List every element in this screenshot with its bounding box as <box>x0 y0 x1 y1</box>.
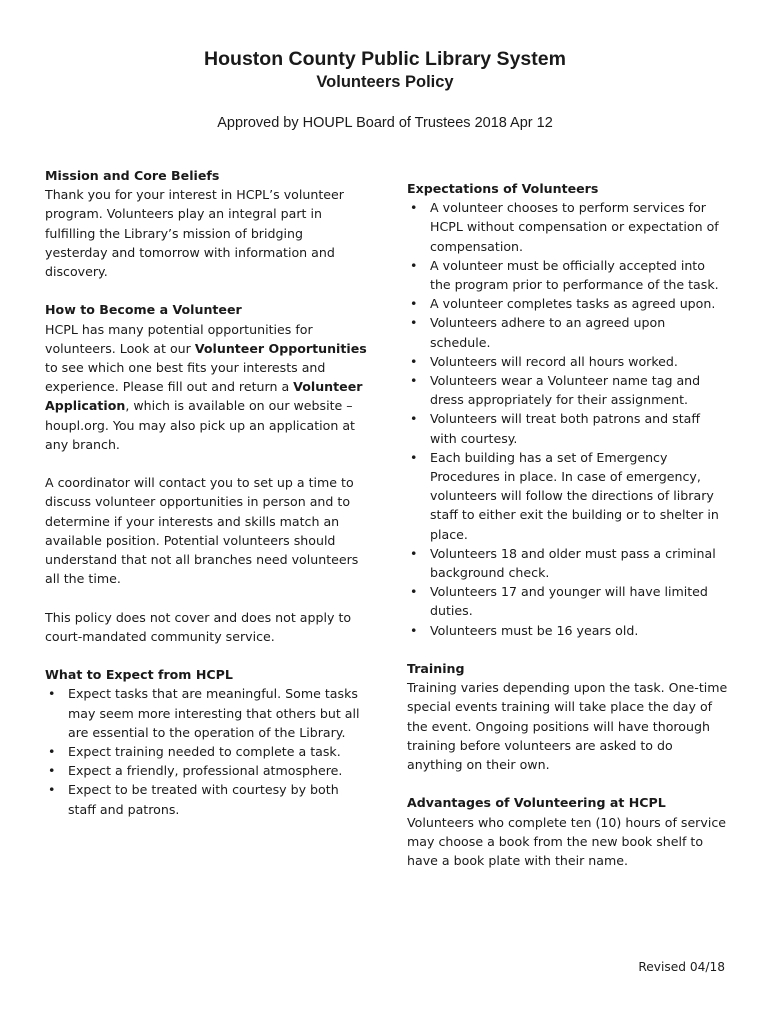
policy-note-text: This policy does not cover and does not apply to court-mandated community service. <box>45 609 352 644</box>
revised-date: Revised 04/18 <box>638 960 725 974</box>
policy-note-section <box>45 608 367 646</box>
list-item <box>45 761 367 780</box>
list-item-text: Each building has a set of Emergency Procedures in place. In case of emergency, volunteers will follow the directions of library staff to either exit the building or to shelter in place. <box>430 449 719 542</box>
list-item <box>407 198 729 256</box>
document-header <box>0 47 770 133</box>
bullet-icon: • <box>410 296 418 312</box>
list-item-text: Expect tasks that are meaningful. Some tasks may seem more interesting that others but all are essential to the operation of the Library. <box>68 686 360 740</box>
list-item <box>407 256 729 294</box>
volunteer-opportunities-term: Volunteer Opportunities <box>194 340 367 356</box>
document-subtitle: Volunteers Policy <box>316 73 454 91</box>
become-volunteer-section <box>45 300 367 454</box>
list-item <box>45 742 367 761</box>
expect-from-hcpl-heading: What to Expect from HCPL <box>45 667 233 683</box>
bullet-icon: • <box>410 622 418 638</box>
mission-section <box>45 166 367 281</box>
coordinator-section <box>45 473 367 588</box>
advantages-heading: Advantages of Volunteering at HCPL <box>407 795 666 811</box>
list-item-text: Volunteers 17 and younger will have limited duties. <box>430 584 708 619</box>
left-column <box>45 166 367 838</box>
bullet-icon: • <box>410 584 418 600</box>
become-volunteer-heading: How to Become a Volunteer <box>45 302 242 318</box>
list-item-text: Volunteers will record all hours worked. <box>430 353 678 369</box>
list-item-text: Expect a friendly, professional atmosphere. <box>68 763 343 779</box>
list-item <box>407 621 729 640</box>
list-item <box>407 448 729 544</box>
list-item-text: A volunteer completes tasks as agreed upon. <box>430 296 716 312</box>
become-text-part-2: to see which one best fits your interests and experience. Please fill out and return a <box>45 360 326 395</box>
list-item-text: Volunteers adhere to an agreed upon schedule. <box>430 315 666 350</box>
bullet-icon: • <box>410 449 418 465</box>
training-heading: Training <box>407 661 465 677</box>
list-item-text: Volunteers must be 16 years old. <box>430 622 639 638</box>
bullet-icon: • <box>48 686 56 702</box>
bullet-icon: • <box>48 763 56 779</box>
list-item <box>45 684 367 742</box>
list-item-text: Expect training needed to complete a task. <box>68 744 341 760</box>
expectations-section <box>407 179 729 640</box>
bullet-icon: • <box>410 411 418 427</box>
mission-text: Thank you for your interest in HCPL’s volunteer program. Volunteers play an integral part in fulfilling the Library’s mission of bridging yesterday and tomorrow with information and discovery. <box>45 187 344 280</box>
bullet-icon: • <box>48 782 56 798</box>
bullet-icon: • <box>410 373 418 389</box>
training-text: Training varies depending upon the task. One-time special events training will take place the day of the event. Ongoing positions will have thorough training before volunteers are asked to do anything on their own. <box>407 680 728 773</box>
list-item-text: Volunteers wear a Volunteer name tag and dress appropriately for their assignment. <box>430 373 701 408</box>
bullet-icon: • <box>410 315 418 331</box>
list-item-text: A volunteer must be officially accepted into the program prior to performance of the task. <box>430 257 719 293</box>
list-item <box>407 294 729 313</box>
list-item <box>407 544 729 582</box>
list-item <box>407 409 729 447</box>
bullet-icon: • <box>410 353 418 369</box>
become-text-part-3: , which is available on our website – houpl.org. You may also pick up an application at any branch. <box>45 398 355 452</box>
list-item <box>45 780 367 818</box>
become-volunteer-text <box>45 320 367 454</box>
advantages-section <box>407 793 729 870</box>
document-title: Houston County Public Library System <box>204 48 566 70</box>
expectations-heading: Expectations of Volunteers <box>407 181 599 196</box>
coordinator-text: A coordinator will contact you to set up a time to discuss volunteer opportunities in person and to determine if your interests and skills match an available position. Potential volunteers should understand that not all branches need volunteers all the time. <box>45 475 359 587</box>
right-column <box>407 179 729 889</box>
expectations-list <box>407 198 729 640</box>
list-item-text: Expect to be treated with courtesy by both staff and patrons. <box>68 782 339 817</box>
list-item <box>407 352 729 371</box>
list-item <box>407 371 729 409</box>
training-section <box>407 659 729 774</box>
list-item <box>407 313 729 351</box>
bullet-icon: • <box>410 545 418 561</box>
list-item <box>407 582 729 620</box>
list-item-text: A volunteer chooses to perform services for HCPL without compensation or expectation of compensation. <box>430 200 719 254</box>
bullet-icon: • <box>410 257 418 273</box>
list-item-text: Volunteers will treat both patrons and staff with courtesy. <box>430 411 701 446</box>
bullet-icon: • <box>48 744 56 760</box>
mission-heading: Mission and Core Beliefs <box>45 168 220 183</box>
bullet-icon: • <box>410 200 418 216</box>
advantages-text: Volunteers who complete ten (10) hours of service may choose a book from the new book shelf to have a book plate with their name. <box>407 814 726 869</box>
volunteer-application-term: Volunteer Application <box>45 379 363 414</box>
approval-line: Approved by HOUPL Board of Trustees 2018 Apr 12 <box>217 115 553 131</box>
expect-from-hcpl-list <box>45 684 367 818</box>
become-text-part-1: HCPL has many potential opportunities for volunteers. Look at our <box>45 321 313 356</box>
expect-from-hcpl-section <box>45 665 367 819</box>
list-item-text: Volunteers 18 and older must pass a criminal background check. <box>430 545 716 581</box>
